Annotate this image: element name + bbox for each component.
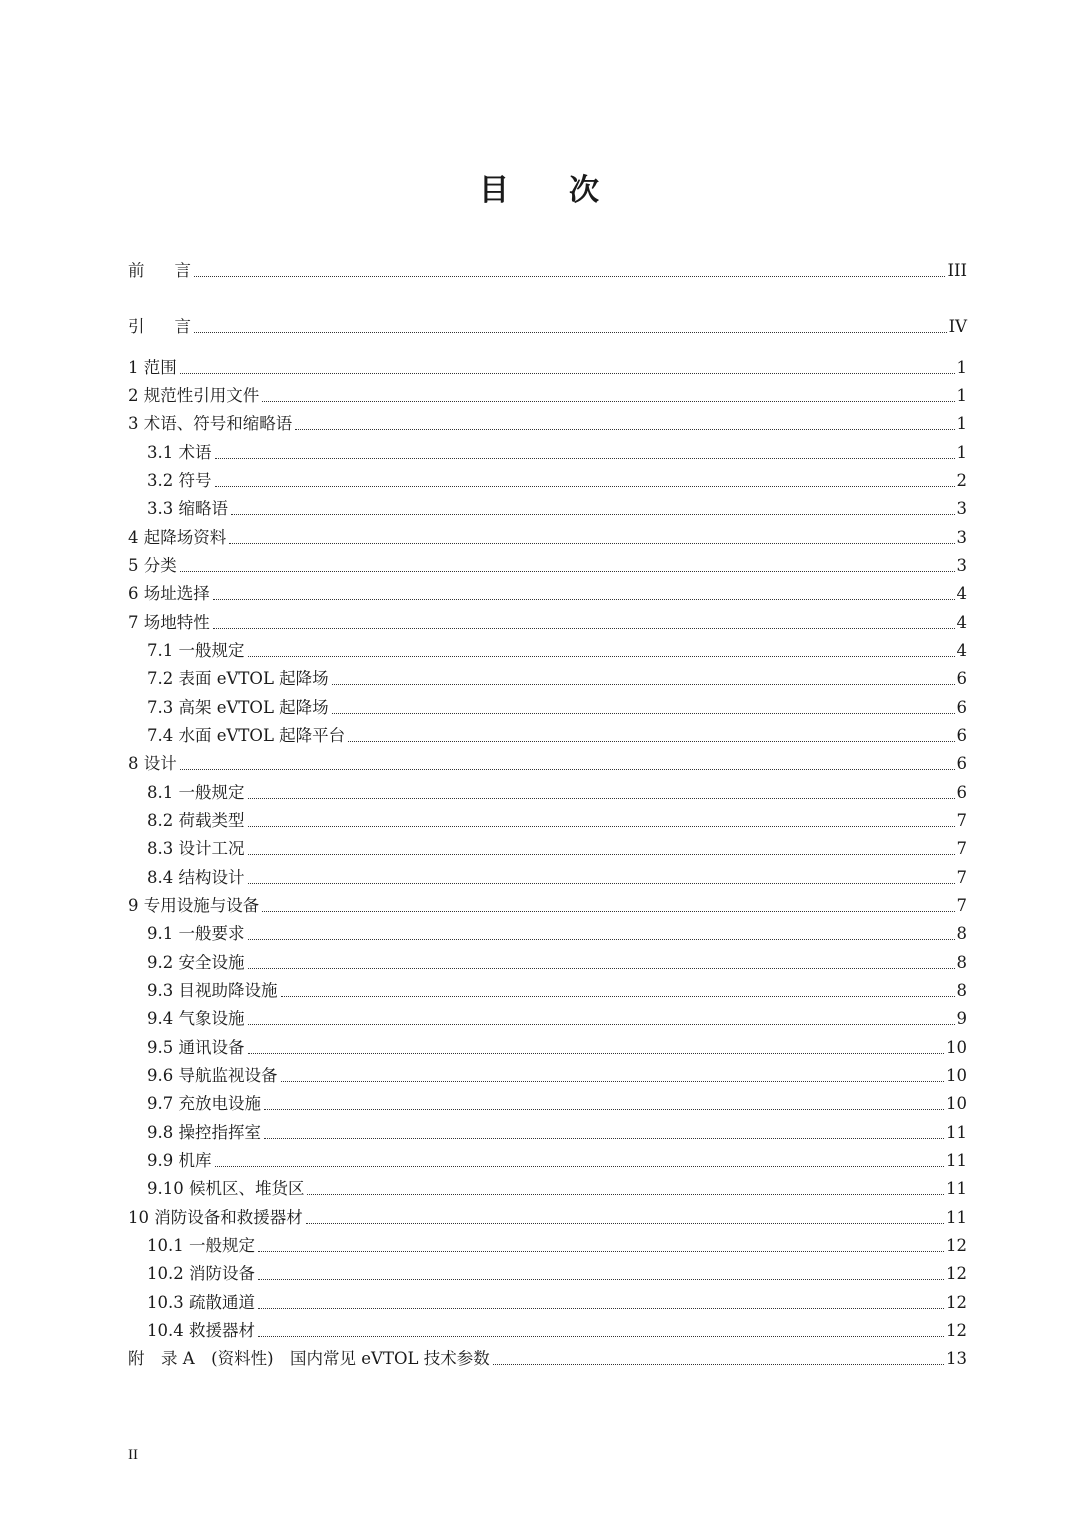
- toc-label: 言: [174, 261, 191, 280]
- toc-page: 8: [956, 953, 967, 972]
- dot-leader: [215, 1166, 945, 1167]
- dot-leader: [248, 968, 955, 969]
- toc-page: 1: [956, 358, 967, 377]
- toc-entry[interactable]: [128, 1230, 967, 1256]
- toc-page: 8: [956, 924, 967, 943]
- toc-page: 4: [956, 613, 967, 632]
- dot-leader: [258, 1336, 944, 1337]
- page-number: II: [128, 1447, 138, 1463]
- dot-leader: [213, 628, 955, 629]
- dot-leader: [264, 1109, 944, 1110]
- toc-label: 10.4 救援器材: [147, 1321, 255, 1340]
- toc-page: 7: [956, 868, 967, 887]
- toc-entry[interactable]: [128, 777, 967, 803]
- toc-entry[interactable]: [128, 890, 967, 916]
- toc-page: 4: [956, 584, 967, 603]
- toc-page: 11: [946, 1123, 967, 1142]
- toc-entry[interactable]: [128, 1003, 967, 1029]
- toc-page: 11: [946, 1179, 967, 1198]
- dot-leader: [194, 332, 947, 333]
- toc-page: 6: [956, 726, 967, 745]
- toc-page: 12: [946, 1293, 967, 1312]
- toc-label: 9.9 机库: [147, 1151, 212, 1170]
- toc-entry[interactable]: [128, 975, 967, 1001]
- toc-page: 7: [956, 811, 967, 830]
- page-title: [0, 165, 1080, 209]
- toc-page: 3: [956, 499, 967, 518]
- title-char-1: 目: [479, 173, 511, 208]
- toc-entry[interactable]: [128, 918, 967, 944]
- toc-entry[interactable]: [128, 1202, 967, 1228]
- dot-leader: [194, 276, 945, 277]
- toc-page: 3: [956, 556, 967, 575]
- dot-leader: [306, 1223, 944, 1224]
- dot-leader: [180, 373, 955, 374]
- toc-page: III: [947, 261, 967, 280]
- toc-label: 7 场地特性: [128, 613, 210, 632]
- toc-entry[interactable]: [128, 1117, 967, 1143]
- toc-page: 2: [956, 471, 967, 490]
- toc-label: 9.1 一般要求: [147, 924, 245, 943]
- toc-label: 2 规范性引用文件: [128, 386, 260, 405]
- toc-entry-introduction[interactable]: [128, 311, 967, 337]
- dot-leader: [307, 1194, 944, 1195]
- toc-page: 10: [946, 1094, 967, 1113]
- toc-page: 4: [956, 641, 967, 660]
- toc-entry[interactable]: [128, 720, 967, 746]
- dot-leader: [332, 713, 955, 714]
- toc-page: 1: [956, 414, 967, 433]
- dot-leader: [248, 1024, 955, 1025]
- toc-label: 7.2 表面 eVTOL 起降场: [147, 669, 329, 688]
- dot-leader: [258, 1251, 944, 1252]
- dot-leader: [262, 911, 954, 912]
- toc-page: 10: [946, 1066, 967, 1085]
- dot-leader: [248, 656, 955, 657]
- toc-label: 5 分类: [128, 556, 177, 575]
- toc-entry[interactable]: [128, 1258, 967, 1284]
- toc-label: 8.1 一般规定: [147, 783, 245, 802]
- toc-page: 9: [956, 1009, 967, 1028]
- toc-entry[interactable]: [128, 805, 967, 831]
- toc-entry-foreword[interactable]: [128, 255, 967, 281]
- toc-page: 1: [956, 386, 967, 405]
- toc-page: 6: [956, 754, 967, 773]
- dot-leader: [248, 883, 955, 884]
- dot-leader: [258, 1308, 944, 1309]
- toc-label: 1 范围: [128, 358, 177, 377]
- toc-entry[interactable]: [128, 380, 967, 406]
- toc-label: 8.4 结构设计: [147, 868, 245, 887]
- toc-entry[interactable]: [128, 1145, 967, 1171]
- toc-entry[interactable]: [128, 833, 967, 859]
- toc-page: 8: [956, 981, 967, 1000]
- toc-page: 12: [946, 1236, 967, 1255]
- toc-page: 1: [956, 443, 967, 462]
- toc-page: 12: [946, 1264, 967, 1283]
- title-char-2: 次: [569, 173, 601, 208]
- toc-entry[interactable]: [128, 1032, 967, 1058]
- toc-label: 10.1 一般规定: [147, 1236, 255, 1255]
- toc-entry[interactable]: [128, 352, 967, 378]
- toc-page: 11: [946, 1208, 967, 1227]
- toc-entry[interactable]: [128, 862, 967, 888]
- dot-leader: [248, 798, 955, 799]
- toc-label: 10.2 消防设备: [147, 1264, 255, 1283]
- toc-label: 8 设计: [128, 754, 177, 773]
- toc-label: 8.2 荷载类型: [147, 811, 245, 830]
- toc-label: 7.4 水面 eVTOL 起降平台: [147, 726, 346, 745]
- dot-leader: [281, 1081, 945, 1082]
- toc-page: 3: [956, 528, 967, 547]
- dot-leader: [295, 429, 954, 430]
- toc-entry-appendix-a[interactable]: [128, 1343, 967, 1369]
- dot-leader: [215, 486, 955, 487]
- toc-label: 言: [174, 317, 191, 336]
- toc-entry[interactable]: [128, 1060, 967, 1086]
- dot-leader: [248, 826, 955, 827]
- toc-page: IV: [948, 317, 967, 336]
- toc-entry[interactable]: [128, 635, 967, 661]
- toc-page: 6: [956, 698, 967, 717]
- dot-leader: [180, 769, 955, 770]
- toc-label: 3.2 符号: [147, 471, 212, 490]
- toc-label: 10 消防设备和救援器材: [128, 1208, 303, 1227]
- toc-label: 6 场址选择: [128, 584, 210, 603]
- toc-entry[interactable]: [128, 493, 967, 519]
- toc-label: 8.3 设计工况: [147, 839, 245, 858]
- dot-leader: [229, 543, 954, 544]
- toc-entry[interactable]: [128, 408, 967, 434]
- dot-leader: [262, 401, 954, 402]
- dot-leader: [281, 996, 955, 997]
- toc-label: 9.4 气象设施: [147, 1009, 245, 1028]
- toc-label: 9.2 安全设施: [147, 953, 245, 972]
- dot-leader: [493, 1364, 944, 1365]
- toc-page: 7: [956, 896, 967, 915]
- toc-label: 7.1 一般规定: [147, 641, 245, 660]
- dot-leader: [332, 684, 955, 685]
- dot-leader: [248, 939, 955, 940]
- toc-entry[interactable]: [128, 663, 967, 689]
- dot-leader: [213, 599, 955, 600]
- toc-label: 前: [128, 261, 145, 280]
- toc-label: 9.3 目视助降设施: [147, 981, 278, 1000]
- dot-leader: [248, 854, 955, 855]
- toc-page: 6: [956, 669, 967, 688]
- toc-label: 附 录 A (资料性) 国内常见 eVTOL 技术参数: [128, 1349, 490, 1368]
- dot-leader: [258, 1279, 944, 1280]
- toc-label: 9.8 操控指挥室: [147, 1123, 261, 1142]
- toc-page: 10: [946, 1038, 967, 1057]
- dot-leader: [248, 1053, 945, 1054]
- dot-leader: [264, 1138, 944, 1139]
- toc-entry[interactable]: [128, 1315, 967, 1341]
- dot-leader: [348, 741, 954, 742]
- dot-leader: [215, 458, 955, 459]
- dot-leader: [180, 571, 955, 572]
- toc-page: 12: [946, 1321, 967, 1340]
- toc-label: 3.1 术语: [147, 443, 212, 462]
- dot-leader: [231, 514, 955, 515]
- toc-entry[interactable]: [128, 465, 967, 491]
- toc-entry[interactable]: [128, 692, 967, 718]
- toc-label: 3.3 缩略语: [147, 499, 228, 518]
- toc-page: 7: [956, 839, 967, 858]
- toc-entry[interactable]: [128, 550, 967, 576]
- toc-entry[interactable]: [128, 1173, 967, 1199]
- toc-label: 3 术语、符号和缩略语: [128, 414, 293, 433]
- toc-label: 10.3 疏散通道: [147, 1293, 255, 1312]
- toc-page: 6: [956, 783, 967, 802]
- toc-entry[interactable]: [128, 437, 967, 463]
- toc-entry[interactable]: [128, 578, 967, 604]
- toc-entry[interactable]: [128, 1088, 967, 1114]
- toc-label: 引: [128, 317, 145, 336]
- toc-label: 7.3 高架 eVTOL 起降场: [147, 698, 329, 717]
- toc-entry[interactable]: [128, 1287, 967, 1313]
- toc-entry[interactable]: [128, 522, 967, 548]
- toc-label: 9.6 导航监视设备: [147, 1066, 278, 1085]
- toc-label: 9.7 充放电设施: [147, 1094, 261, 1113]
- toc-entry[interactable]: [128, 607, 967, 633]
- toc-page: 11: [946, 1151, 967, 1170]
- toc-label: 9.10 候机区、堆货区: [147, 1179, 305, 1198]
- toc-label: 4 起降场资料: [128, 528, 227, 547]
- toc-label: 9 专用设施与设备: [128, 896, 260, 915]
- toc-label: 9.5 通讯设备: [147, 1038, 245, 1057]
- toc-entry[interactable]: [128, 947, 967, 973]
- toc-entry[interactable]: [128, 748, 967, 774]
- toc-page: 13: [946, 1349, 967, 1368]
